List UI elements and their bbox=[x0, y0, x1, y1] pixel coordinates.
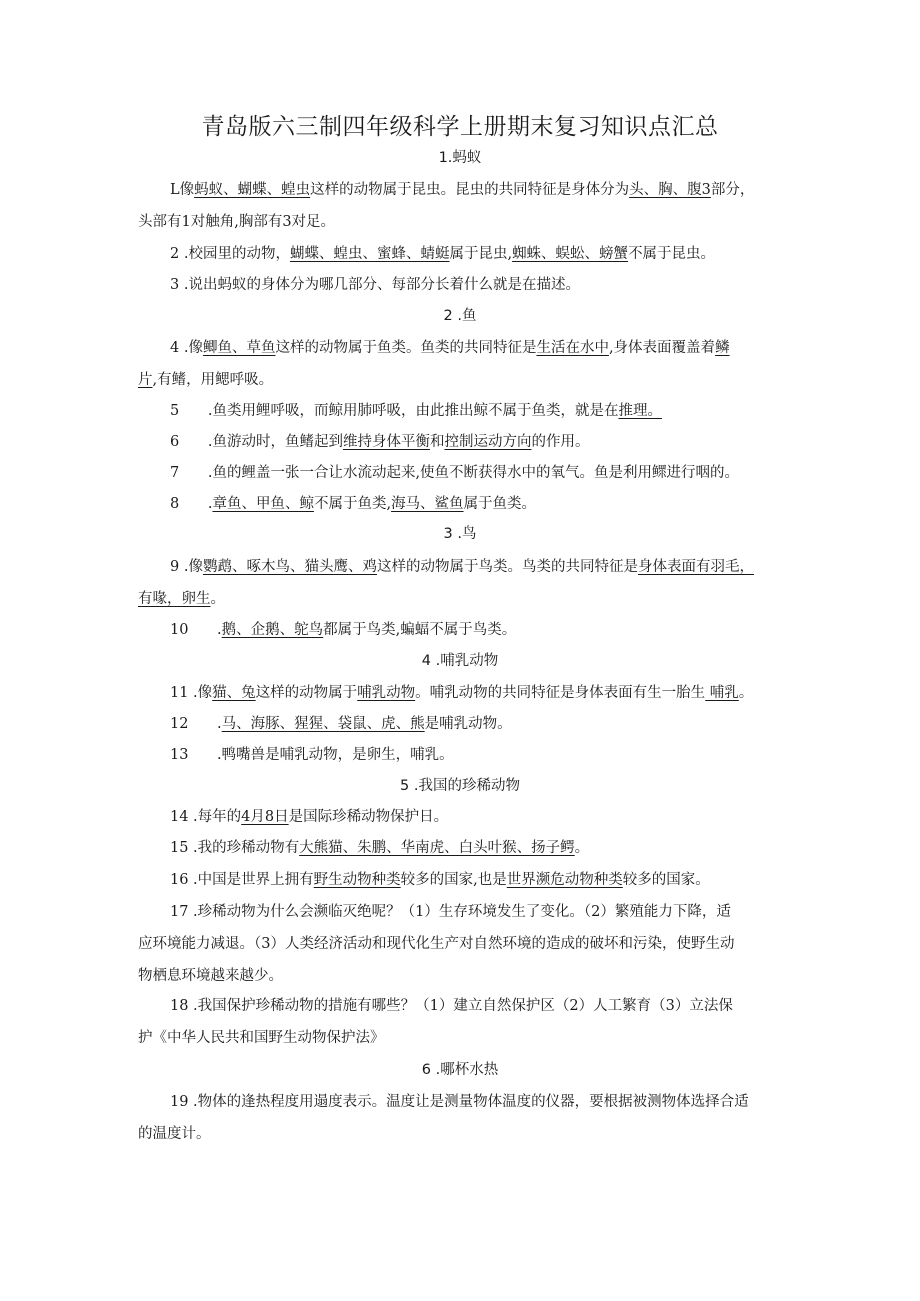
underlined-answer: 鳞 bbox=[715, 340, 730, 356]
underlined-answer: 海马、鲨鱼 bbox=[391, 496, 464, 512]
underlined-answer: 鹦鹉、啄木鸟、猫头鹰、鸡 bbox=[202, 559, 377, 575]
underlined-answer: 身体表面有羽毛， bbox=[637, 559, 754, 575]
section-heading-birds: 3 .鸟 bbox=[443, 526, 477, 542]
item-number: 17 bbox=[170, 904, 189, 920]
item-7: 7 .鱼的鲤盖一张一合让水流动起来,使鱼不断获得水中的氧气。鱼是利用鳏进行咽的。 bbox=[170, 465, 740, 481]
underlined-answer: 生活在水中 bbox=[536, 340, 609, 356]
item-number: 11 bbox=[170, 685, 189, 701]
page-title: 青岛版六三制四年级科学上册期末复习知识点汇总 bbox=[201, 114, 719, 140]
underlined-answer: 控制运动方向 bbox=[444, 434, 532, 450]
underlined-answer: 猫、兔 bbox=[212, 685, 256, 701]
item-9: 9 .像鹦鹉、啄木鸟、猫头鹰、鸡这样的动物属于鸟类。鸟类的共同特征是身体表面有羽毛， 有喙，卵生。 bbox=[138, 559, 754, 607]
underlined-answer: 蜘蛛、蜈蚣、螃蟹 bbox=[512, 246, 629, 262]
item-15: 15 .我的珍稀动物有大熊猫、朱鹏、华南虎、白头叶猴、扬子鳄。 bbox=[170, 840, 590, 856]
underlined-answer: 哺乳动物 bbox=[357, 685, 416, 701]
underlined-answer: 头、胸、腹3 bbox=[629, 182, 711, 198]
section-heading-ants: 1.蚂蚁 bbox=[438, 150, 482, 166]
item-number: 19 bbox=[170, 1094, 189, 1110]
underlined-answer: 章鱼、甲鱼、鲸 bbox=[212, 496, 314, 512]
item-3: 3 .说出蚂蚁的身体分为哪几部分、每部分长着什么就是在描述。 bbox=[170, 277, 580, 293]
item-16: 16 .中国是世界上拥有野生动物种类较多的国家,也是世界濒危动物种类较多的国家。 bbox=[170, 872, 710, 888]
underlined-answer: 蝴蝶、蝗虫、蜜蜂、蜻蜓 bbox=[289, 246, 450, 262]
item-number: 8 bbox=[170, 496, 180, 512]
item-number: 6 bbox=[170, 434, 180, 450]
item-number: 5 bbox=[170, 403, 180, 419]
item-19: 19 .物体的逢热程度用遢度表示。温度让是测量物体温度的仪器，要根据被测物体选择合适 的温度计。 bbox=[138, 1094, 749, 1142]
underlined-answer: 有喙，卵生 bbox=[138, 591, 211, 607]
underlined-answer: 鲫鱼、草鱼 bbox=[202, 340, 276, 356]
item-number: 18 bbox=[170, 998, 189, 1014]
item-number: 16 bbox=[170, 872, 189, 888]
item-number: 7 bbox=[170, 465, 180, 481]
item-12: 12 .马、海豚、猩猩、袋鼠、虎、熊是哺乳动物。 bbox=[170, 716, 512, 732]
item-number: L bbox=[170, 182, 180, 198]
item-1: L像蚂蚁、蝴蝶、蝗虫这样的动物属于昆虫。昆虫的共同特征是身体分为头、胸、腹3部分， 头部有1对触角,胸部有3对足。 bbox=[138, 182, 755, 230]
underlined-answer: 4月8日 bbox=[241, 809, 289, 825]
item-number: 14 bbox=[170, 809, 189, 825]
item-8: 8 .章鱼、甲鱼、鲸不属于鱼类,海马、鲨鱼属于鱼类。 bbox=[170, 496, 537, 512]
section-heading-rare-animals: 5 .我国的珍稀动物 bbox=[400, 778, 520, 794]
item-number: 13 bbox=[170, 747, 189, 763]
item-2: 2 .校园里的动物，蝴蝶、蝗虫、蜜蜂、蜻蜓属于昆虫,蜘蛛、蜈蚣、螃蟹不属于昆虫。 bbox=[170, 246, 716, 262]
item-6: 6 .鱼游动时，鱼鳍起到维持身体平衡和控制运动方向的作用。 bbox=[170, 434, 590, 450]
item-number: 10 bbox=[170, 622, 189, 638]
item-14: 14 .每年的4月8日是国际珍稀动物保护日。 bbox=[170, 809, 449, 825]
item-4: 4 .像鲫鱼、草鱼这样的动物属于鱼类。鱼类的共同特征是生活在水中,身体表面覆盖着鳞 片,有鳍，用鳃呼吸。 bbox=[138, 340, 730, 388]
item-number: 4 bbox=[170, 340, 180, 356]
section-heading-which-water-hot: 6 .哪杯水热 bbox=[421, 1062, 499, 1078]
section-heading-mammals: 4 .哺乳动物 bbox=[421, 653, 499, 669]
item-13: 13 .鸭嘴兽是哺乳动物，是卵生，哺乳。 bbox=[170, 747, 454, 763]
item-17: 17 .珍稀动物为什么会濒临灭绝呢？（1）生存环境发生了变化。（2）繁殖能力下降，适 应环境能力减退。（3）人类经济活动和现代化生产对自然环境的造成的破坏和污染，使野生动 物栖息环境越来越少。 bbox=[138, 904, 735, 984]
underlined-answer: 片 bbox=[138, 372, 153, 388]
section-heading-fish: 2 .鱼 bbox=[443, 308, 477, 324]
underlined-answer: 哺乳 bbox=[705, 685, 739, 701]
item-number: 15 bbox=[170, 840, 189, 856]
item-number: 12 bbox=[170, 716, 189, 732]
item-number: 2 bbox=[170, 246, 180, 262]
underlined-answer: 蚂蚁、蝴蝶、蝗虫 bbox=[194, 182, 311, 198]
underlined-answer: 推理。 bbox=[618, 403, 662, 419]
item-18: 18 .我国保护珍稀动物的措施有哪些？（1）建立自然保护区（2）人工繁育（3）立法保 护《中华人民共和国野生动物保护法》 bbox=[138, 998, 733, 1046]
underlined-answer: 大熊猫、朱鹏、华南虎、白头叶猴、扬子鳄 bbox=[299, 840, 575, 856]
underlined-answer: 野生动物种类 bbox=[313, 872, 401, 888]
item-number: 9 bbox=[170, 559, 180, 575]
underlined-answer: 马、海豚、猩猩、袋鼠、虎、熊 bbox=[221, 716, 425, 732]
underlined-answer: 维持身体平衡 bbox=[342, 434, 430, 450]
underlined-answer: 鹅、企鹅、鸵鸟 bbox=[221, 622, 324, 638]
item-10: 10 .鹅、企鹅、鸵鸟都属于鸟类,蝙蝠不属于鸟类。 bbox=[170, 622, 517, 638]
item-5: 5 .鱼类用鲤呼吸，而鲸用肺呼吸，由此推出鲸不属于鱼类，就是在推理。 bbox=[170, 403, 662, 419]
item-number: 3 bbox=[170, 277, 180, 293]
item-11: 11 .像猫、兔这样的动物属于哺乳动物。哺乳动物的共同特征是身体表面有生一胎生 哺乳。 bbox=[170, 685, 754, 701]
underlined-answer: 世界濒危动物种类 bbox=[506, 872, 623, 888]
